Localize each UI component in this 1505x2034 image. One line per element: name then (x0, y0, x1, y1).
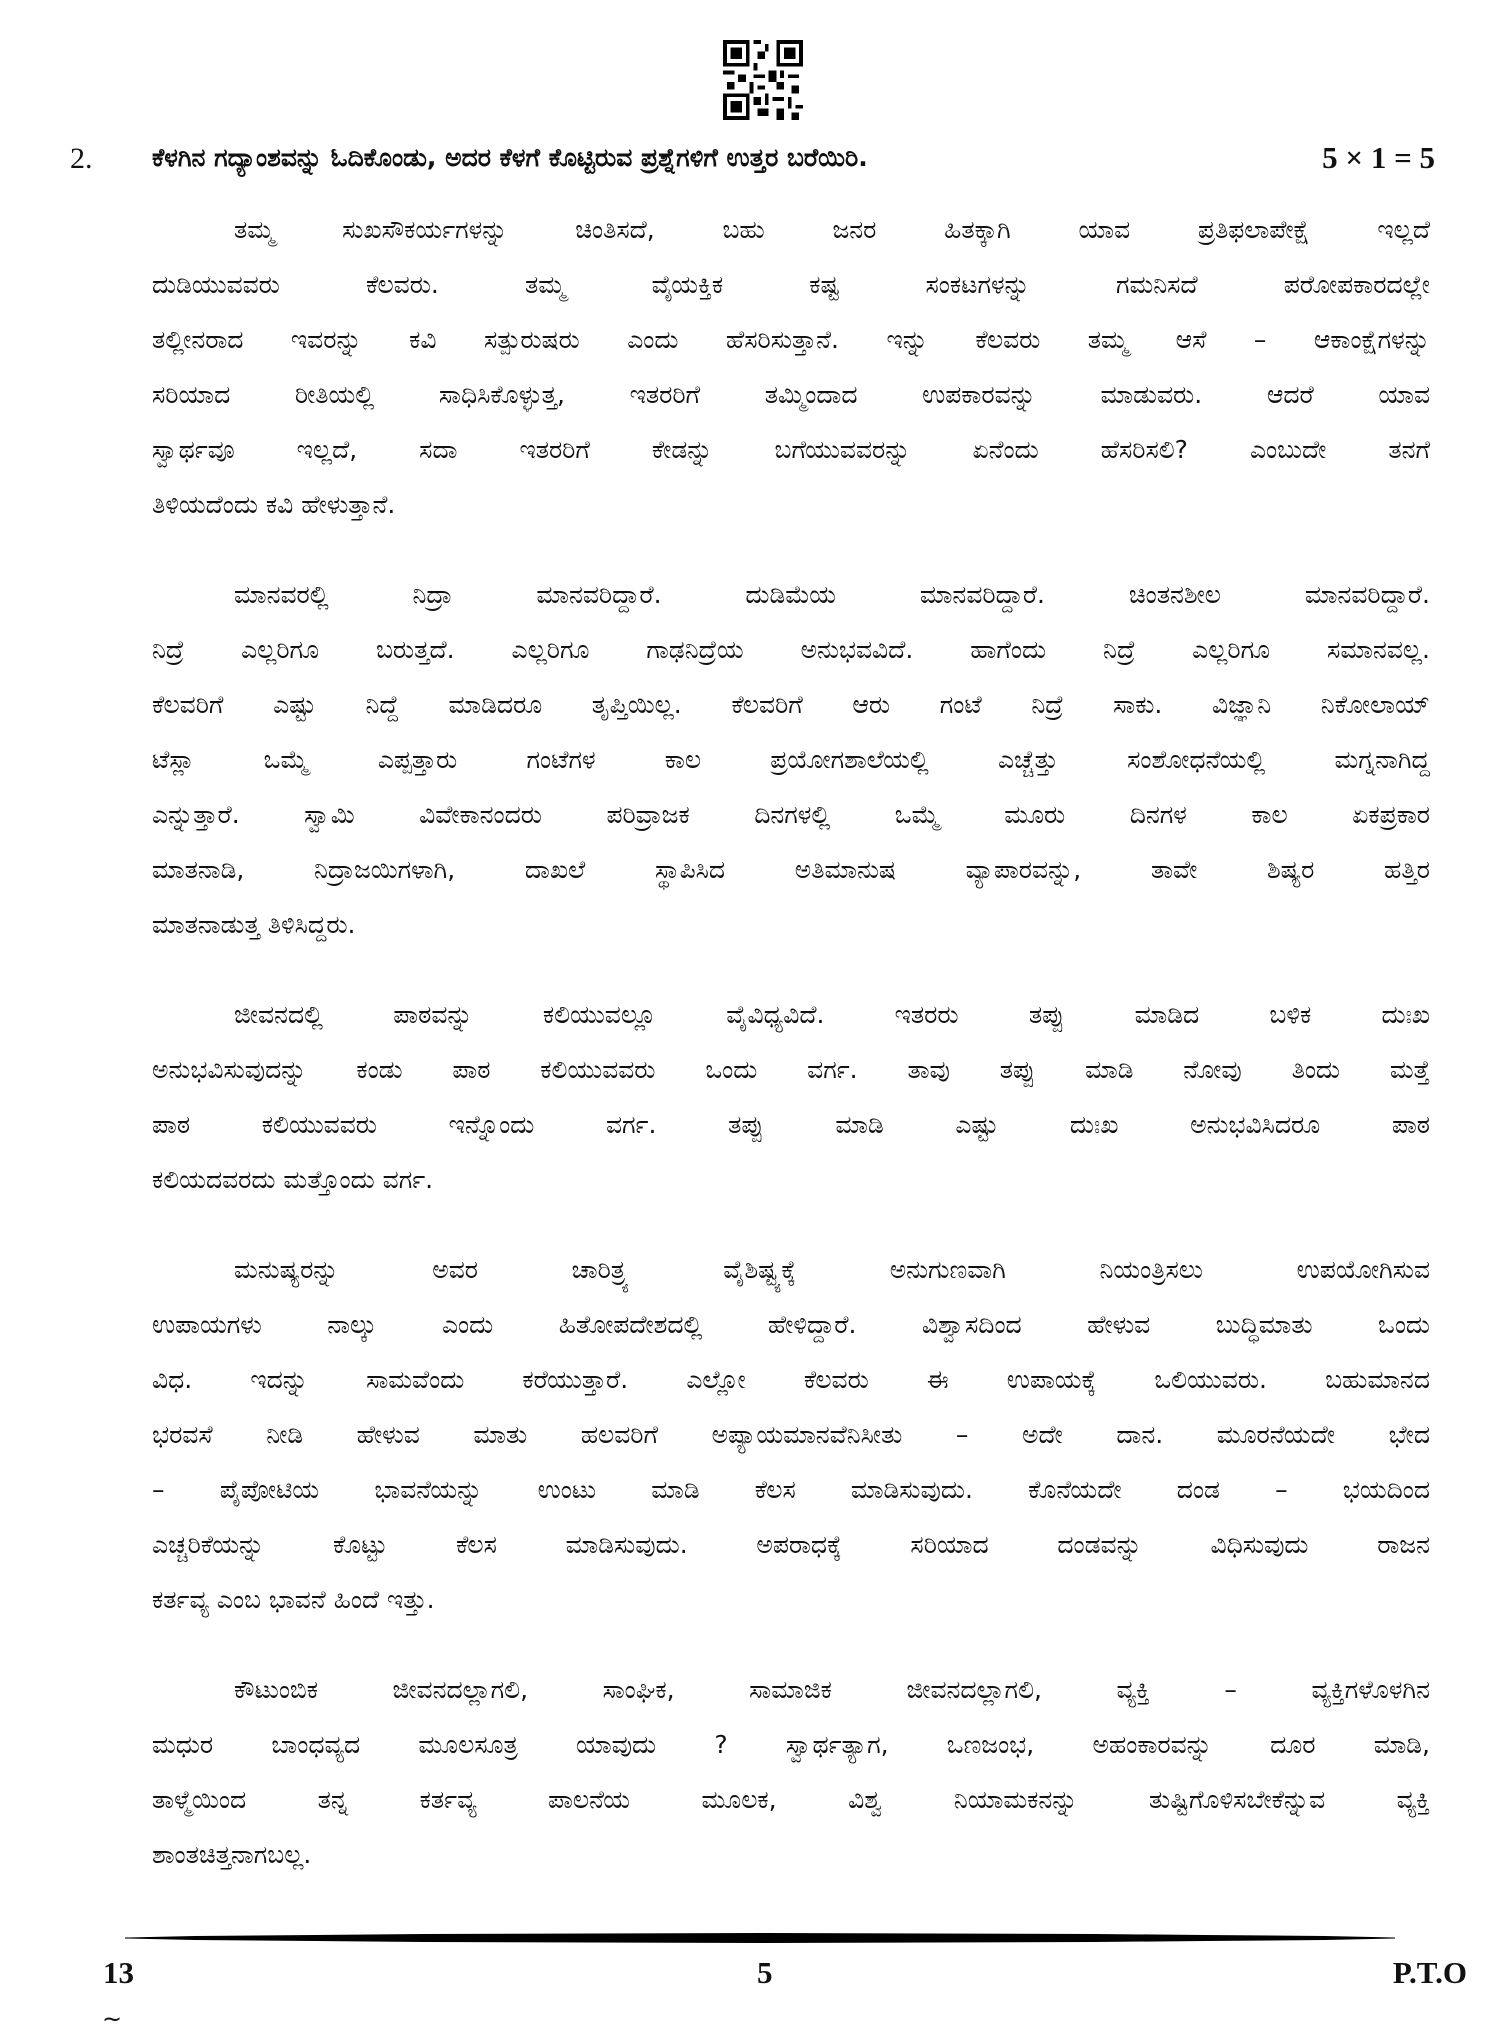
passage-line: ಮನುಷ್ಯರನ್ನು ಅವರ ಚಾರಿತ್ರ್ಯ ವೈಶಿಷ್ಟ್ಯಕ್ಕೆ ಅನುಗುಣವಾಗಿ ನಿಯಂತ್ರಿಸಲು ಉಪಯೋಗಿಸುವ (234, 1255, 1430, 1284)
passage-line: ಕೌಟುಂಬಿಕ ಜೀವನದಲ್ಲಾಗಲಿ, ಸಾಂಘಿಕ, ಸಾಮಾಜಿಕ ಜೀವನದಲ್ಲಾಗಲಿ, ವ್ಯಕ್ತಿ – ವ್ಯಕ್ತಿಗಳೊಳಗಿನ (234, 1675, 1430, 1704)
qr-code (722, 40, 804, 120)
passage-paragraph-4 (152, 1242, 1430, 1627)
question-number: 2. (70, 142, 93, 175)
passage-line: ಉಪಾಯಗಳು ನಾಲ್ಕು ಎಂದು ಹಿತೋಪದೇಶದಲ್ಲಿ ಹೇಳಿದ್ದಾರೆ. ವಿಶ್ವಾಸದಿಂದ ಹೇಳುವ ಬುದ್ಧಿಮಾತು ಒಂದು (152, 1310, 1430, 1339)
passage-line: ತಿಳಿಯದೆಂದು ಕವಿ ಹೇಳುತ್ತಾನೆ. (152, 490, 396, 519)
passage-line: ಕರ್ತವ್ಯ ಎಂಬ ಭಾವನೆ ಹಿಂದೆ ಇತ್ತು. (152, 1585, 435, 1614)
footer-pto: P.T.O (1392, 1955, 1467, 1990)
passage-line: ಕೆಲವರಿಗೆ ಎಷ್ಟು ನಿದ್ದೆ ಮಾಡಿದರೂ ತೃಪ್ತಿಯಿಲ್ಲ. ಕೆಲವರಿಗೆ ಆರು ಗಂಟೆ ನಿದ್ರೆ ಸಾಕು. ವಿಜ್ಞಾನಿ ನಿಕೋಲಾಯ್ (152, 690, 1430, 719)
passage-paragraph-3 (152, 987, 1430, 1207)
footer-divider (125, 1933, 1395, 1943)
passage-paragraph-5 (152, 1662, 1430, 1882)
passage-line: ಟೆಸ್ಲಾ ಒಮ್ಮೆ ಎಪ್ಪತ್ತಾರು ಗಂಟೆಗಳ ಕಾಲ ಪ್ರಯೋಗಶಾಲೆಯಲ್ಲಿ ಎಚ್ಚೆತ್ತು ಸಂಶೋಧನೆಯಲ್ಲಿ ಮಗ್ನನಾಗಿದ್ದ (152, 745, 1430, 774)
passage-line: ಸರಿಯಾದ ರೀತಿಯಲ್ಲಿ ಸಾಧಿಸಿಕೊಳ್ಳುತ್ತ, ಇತರರಿಗೆ ತಮ್ಮಿಂದಾದ ಉಪಕಾರವನ್ನು ಮಾಡುವರು. ಆದರೆ ಯಾವ (152, 380, 1430, 409)
passage-line: ಮಾನವರಲ್ಲಿ ನಿದ್ರಾ ಮಾನವರಿದ್ದಾರೆ. ದುಡಿಮೆಯ ಮಾನವರಿದ್ದಾರೆ. ಚಿಂತನಶೀಲ ಮಾನವರಿದ್ದಾರೆ. (234, 580, 1430, 609)
passage-paragraph-1 (152, 202, 1430, 532)
passage-line: ಮಾತನಾಡಿ, ನಿದ್ರಾಜಯಿಗಳಾಗಿ, ದಾಖಲೆ ಸ್ಥಾಪಿಸಿದ ಅತಿಮಾನುಷ ವ್ಯಾಪಾರವನ್ನು, ತಾವೇ ಶಿಷ್ಯರ ಹತ್ತಿರ (152, 855, 1430, 884)
passage-line: ಮಾತನಾಡುತ್ತ ತಿಳಿಸಿದ್ದರು. (152, 910, 356, 939)
passage-line: ಸ್ವಾರ್ಥವೂ ಇಲ್ಲದೆ, ಸದಾ ಇತರರಿಗೆ ಕೇಡನ್ನು ಬಗೆಯುವವರನ್ನು ಏನೆಂದು ಹೆಸರಿಸಲಿ? ಎಂಬುದೇ ತನಗೆ (152, 435, 1430, 464)
question-marks: 5 × 1 = 5 (1322, 140, 1435, 175)
passage-line: ಜೀವನದಲ್ಲಿ ಪಾಠವನ್ನು ಕಲಿಯುವಲ್ಲೂ ವೈವಿಧ್ಯವಿದೆ. ಇತರರು ತಪ್ಪು ಮಾಡಿದ ಬಳಿಕ ದುಃಖ (234, 1000, 1430, 1029)
footer-mark: ~ (102, 2005, 123, 2033)
passage-line: ಪಾಠ ಕಲಿಯುವವರು ಇನ್ನೊಂದು ವರ್ಗ. ತಪ್ಪು ಮಾಡಿ ಎಷ್ಟು ದುಃಖ ಅನುಭವಿಸಿದರೂ ಪಾಠ (152, 1110, 1430, 1139)
passage-line: – ಪೈಪೋಟಿಯ ಭಾವನೆಯನ್ನು ಉಂಟು ಮಾಡಿ ಕೆಲಸ ಮಾಡಿಸುವುದು. ಕೊನೆಯದೇ ದಂಡ – ಭಯದಿಂದ (152, 1475, 1430, 1504)
footer-page-number: 5 (757, 1955, 773, 1990)
passage-line: ಅನುಭವಿಸುವುದನ್ನು ಕಂಡು ಪಾಠ ಕಲಿಯುವವರು ಒಂದು ವರ್ಗ. ತಾವು ತಪ್ಪು ಮಾಡಿ ನೋವು ತಿಂದು ಮತ್ತೆ (152, 1055, 1430, 1084)
footer-code: 13 (103, 1955, 134, 1990)
passage-line: ಭರವಸೆ ನೀಡಿ ಹೇಳುವ ಮಾತು ಹಲವರಿಗೆ ಅಪ್ಯಾಯಮಾನವೆನಿಸೀತು – ಅದೇ ದಾನ. ಮೂರನೆಯದೇ ಭೇದ (152, 1420, 1430, 1449)
passage-line: ನಿದ್ರೆ ಎಲ್ಲರಿಗೂ ಬರುತ್ತದೆ. ಎಲ್ಲರಿಗೂ ಗಾಢನಿದ್ರೆಯ ಅನುಭವವಿದೆ. ಹಾಗೆಂದು ನಿದ್ರೆ ಎಲ್ಲರಿಗೂ ಸಮಾನವಲ್ಲ. (152, 635, 1430, 664)
passage-line: ಎನ್ನುತ್ತಾರೆ. ಸ್ವಾಮಿ ವಿವೇಕಾನಂದರು ಪರಿವ್ರಾಜಕ ದಿನಗಳಲ್ಲಿ ಒಮ್ಮೆ ಮೂರು ದಿನಗಳ ಕಾಲ ಏಕಪ್ರಕಾರ (152, 800, 1430, 829)
passage-line: ಎಚ್ಚರಿಕೆಯನ್ನು ಕೊಟ್ಟು ಕೆಲಸ ಮಾಡಿಸುವುದು. ಅಪರಾಧಕ್ಕೆ ಸರಿಯಾದ ದಂಡವನ್ನು ವಿಧಿಸುವುದು ರಾಜನ (152, 1530, 1430, 1559)
passage-line: ತಾಳ್ಮೆಯಿಂದ ತನ್ನ ಕರ್ತವ್ಯ ಪಾಲನೆಯ ಮೂಲಕ, ವಿಶ್ವ ನಿಯಾಮಕನನ್ನು ತುಷ್ಟಿಗೊಳಿಸಬೇಕೆನ್ನುವ ವ್ಯಕ್ತಿ (152, 1785, 1430, 1814)
passage-line: ತಲ್ಲೀನರಾದ ಇವರನ್ನು ಕವಿ ಸತ್ಪುರುಷರು ಎಂದು ಹೆಸರಿಸುತ್ತಾನೆ. ಇನ್ನು ಕೆಲವರು ತಮ್ಮ ಆಸೆ – ಆಕಾಂಕ್ಷೆಗಳನ್ನು (152, 325, 1430, 354)
passage-line: ಶಾಂತಚಿತ್ತನಾಗಬಲ್ಲ. (152, 1840, 312, 1869)
passage-line: ವಿಧ. ಇದನ್ನು ಸಾಮವೆಂದು ಕರೆಯುತ್ತಾರೆ. ಎಲ್ಲೋ ಕೆಲವರು ಈ ಉಪಾಯಕ್ಕೆ ಒಲಿಯುವರು. ಬಹುಮಾನದ (152, 1365, 1430, 1394)
passage-line: ಮಧುರ ಬಾಂಧವ್ಯದ ಮೂಲಸೂತ್ರ ಯಾವುದು ? ಸ್ವಾರ್ಥತ್ಯಾಗ, ಒಣಜಂಭ, ಅಹಂಕಾರವನ್ನು ದೂರ ಮಾಡಿ, (152, 1730, 1430, 1759)
question-instruction: ಕೆಳಗಿನ ಗದ್ಯಾಂಶವನ್ನು ಓದಿಕೊಂಡು, ಅದರ ಕೆಳಗೆ ಕೊಟ್ಟಿರುವ ಪ್ರಶ್ನೆಗಳಿಗೆ ಉತ್ತರ ಬರೆಯಿರಿ. (152, 143, 868, 172)
passage-line: ತಮ್ಮ ಸುಖಸೌಕರ್ಯಗಳನ್ನು ಚಿಂತಿಸದೆ, ಬಹು ಜನರ ಹಿತಕ್ಕಾಗಿ ಯಾವ ಪ್ರತಿಫಲಾಪೇಕ್ಷೆ ಇಲ್ಲದೆ (234, 215, 1430, 244)
passage-paragraph-2 (152, 567, 1430, 952)
passage-line: ದುಡಿಯುವವರು ಕೆಲವರು. ತಮ್ಮ ವೈಯಕ್ತಿಕ ಕಷ್ಟ ಸಂಕಟಗಳನ್ನು ಗಮನಿಸದೆ ಪರೋಪಕಾರದಲ್ಲೇ (152, 270, 1430, 299)
passage-line: ಕಲಿಯದವರದು ಮತ್ತೊಂದು ವರ್ಗ. (152, 1165, 434, 1194)
